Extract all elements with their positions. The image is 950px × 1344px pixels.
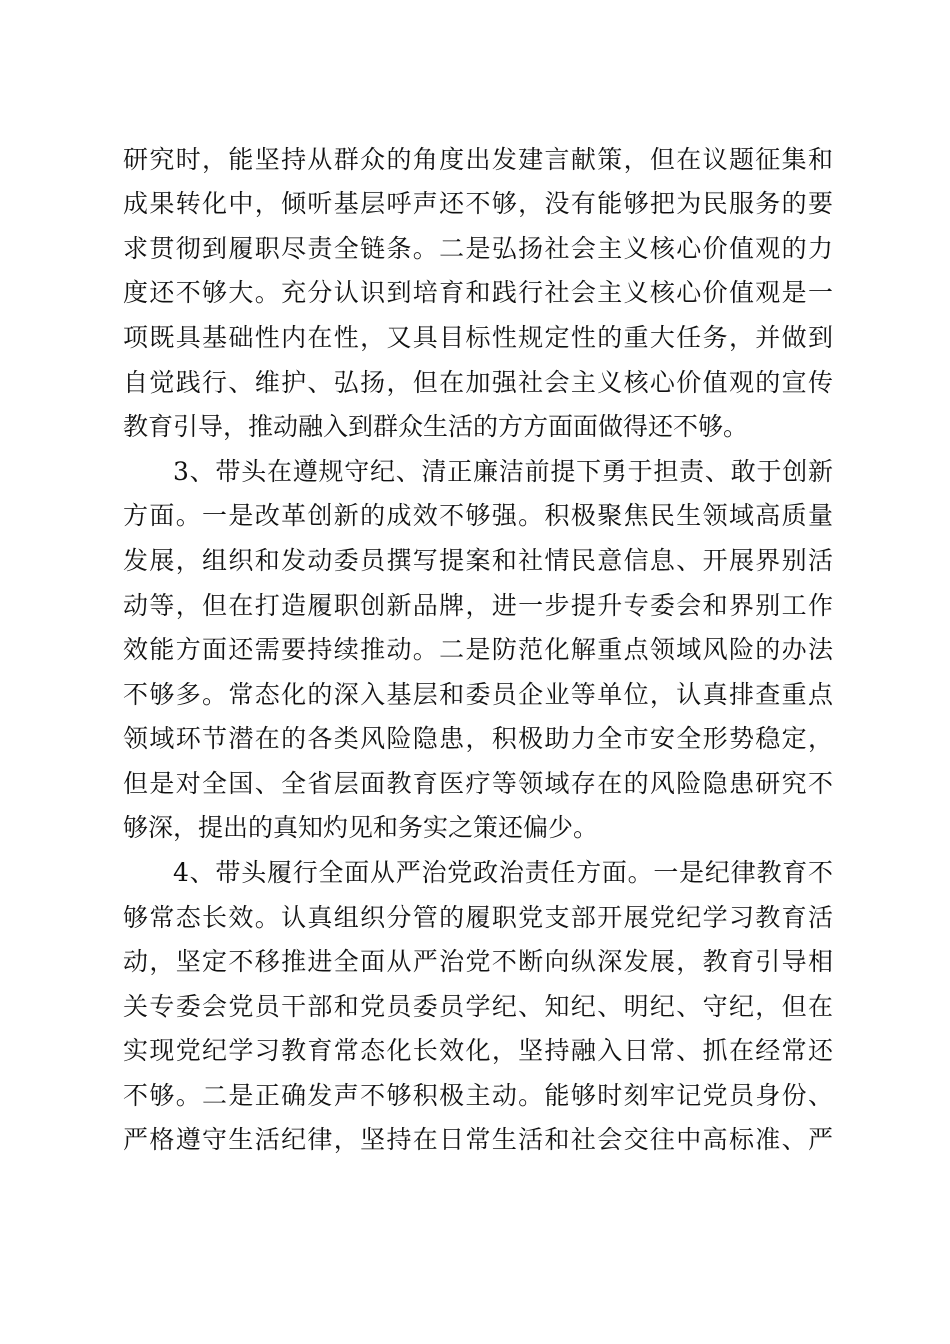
text-line: 关专委会党员干部和党员委员学纪、知纪、明纪、守纪，但在: [123, 992, 833, 1021]
paragraph-heading-4: 4、带头履行全面从严治党政治责任方面。一是纪律教育不: [173, 858, 833, 887]
text-line: 动，坚定不移推进全面从严治党不断向纵深发展，教育引导相: [123, 947, 833, 976]
text-line: 不够。二是正确发声不够积极主动。能够时刻牢记党员身份、: [123, 1081, 833, 1110]
text-line: 领域环节潜在的各类风险隐患，积极助力全市安全形势稳定，: [123, 724, 833, 753]
text-line: 严格遵守生活纪律，坚持在日常生活和社会交往中高标准、严: [123, 1125, 833, 1154]
text-line: 不够多。常态化的深入基层和委员企业等单位，认真排查重点: [123, 680, 833, 709]
text-line: 自觉践行、维护、弘扬，但在加强社会主义核心价值观的宣传: [123, 368, 833, 397]
text-line: 教育引导，推动融入到群众生活的方方面面做得还不够。: [123, 412, 749, 441]
text-line: 度还不够大。充分认识到培育和践行社会主义核心价值观是一: [123, 278, 833, 307]
text-line: 实现党纪学习教育常态化长效化，坚持融入日常、抓在经常还: [123, 1036, 833, 1065]
text-line: 方面。一是改革创新的成效不够强。积极聚焦民生领域高质量: [123, 501, 833, 530]
text-line: 动等，但在打造履职创新品牌，进一步提升专委会和界别工作: [123, 591, 833, 620]
text-line: 但是对全国、全省层面教育医疗等领域存在的风险隐患研究不: [123, 769, 833, 798]
text-line: 够常态长效。认真组织分管的履职党支部开展党纪学习教育活: [123, 903, 833, 932]
text-line: 效能方面还需要持续推动。二是防范化解重点领域风险的办法: [123, 635, 833, 664]
paragraph-heading-3: 3、带头在遵规守纪、清正廉洁前提下勇于担责、敢于创新: [173, 457, 833, 486]
text-line: 求贯彻到履职尽责全链条。二是弘扬社会主义核心价值观的力: [123, 234, 833, 263]
text-line: 够深，提出的真知灼见和务实之策还偏少。: [123, 813, 599, 842]
text-line: 研究时，能坚持从群众的角度出发建言献策，但在议题征集和: [123, 145, 833, 174]
text-line: 发展，组织和发动委员撰写提案和社情民意信息、开展界别活: [123, 546, 833, 575]
text-line: 项既具基础性内在性，又具目标性规定性的重大任务，并做到: [123, 323, 833, 352]
text-line: 成果转化中，倾听基层呼声还不够，没有能够把为民服务的要: [123, 189, 833, 218]
